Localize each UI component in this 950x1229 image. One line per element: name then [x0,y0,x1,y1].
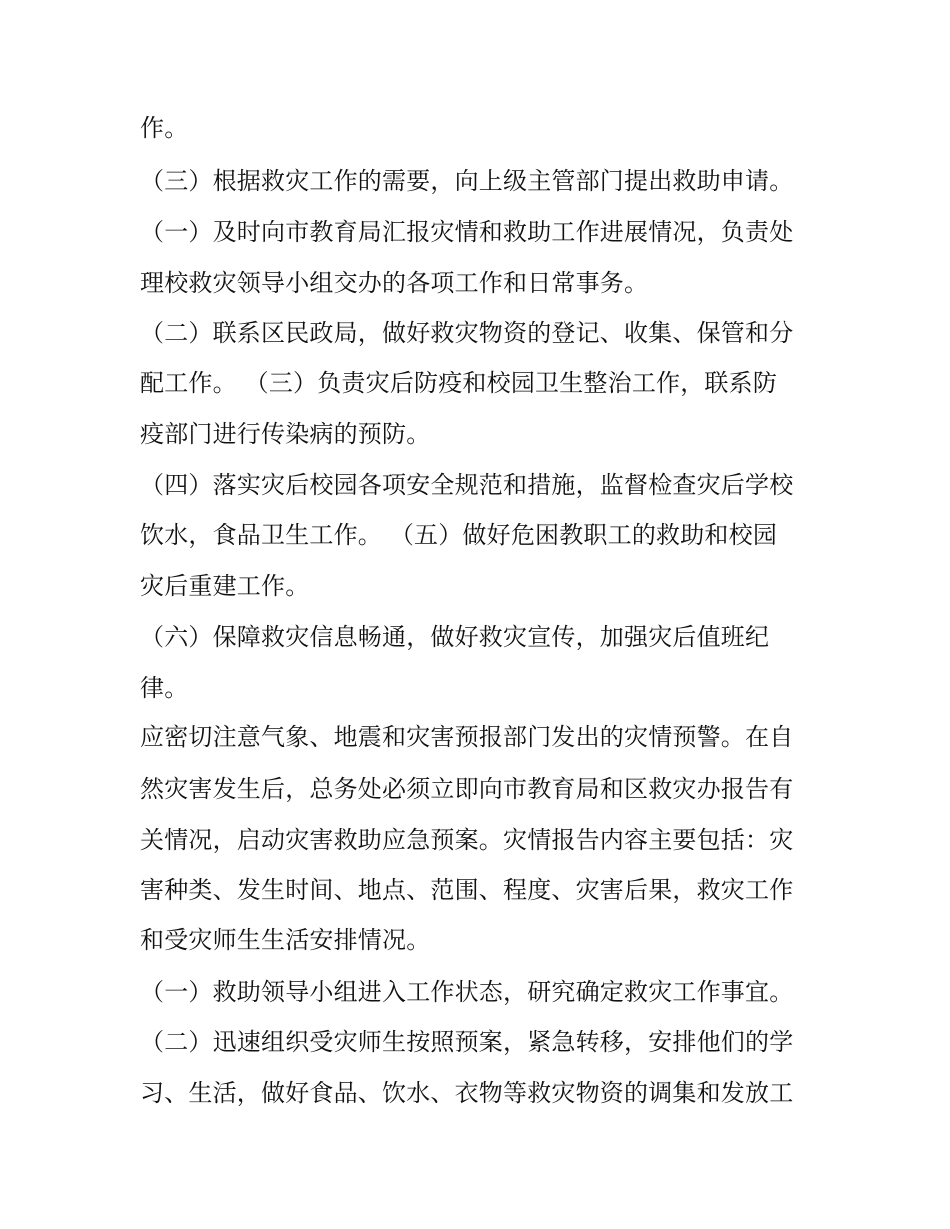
text-line: 理校救灾领导小组交办的各项工作和日常事务。 [140,269,649,297]
text-line: 律。 [140,674,189,702]
text-line: （四）落实灾后校园各项安全规范和措施，监督检查灾后学校 [140,471,794,499]
text-line: 作。 [140,114,189,142]
text-line: （六）保障救灾信息畅通，做好救灾宣传，加强灾后值班纪 [140,623,770,651]
text-line: （二）联系区民政局，做好救灾物资的登记、收集、保管和分 [140,319,794,347]
text-line: 疫部门进行传染病的预防。 [140,420,431,448]
text-line: （三）根据救灾工作的需要，向上级主管部门提出救助申请。 [140,167,794,195]
text-line: 然灾害发生后，总务处必须立即向市教育局和区救灾办报告有 [140,775,794,803]
text-line: 应密切注意气象、地震和灾害预报部门发出的灾情预警。在自 [140,723,794,751]
text-line: （一）及时向市教育局汇报灾情和救助工作进展情况，负责处 [140,218,794,246]
text-line: 关情况，启动灾害救助应急预案。灾情报告内容主要包括：灾 [140,826,794,854]
text-line: 配工作。 （三）负责灾后防疫和校园卫生整治工作，联系防 [140,369,778,397]
text-line: （一）救助领导小组进入工作状态，研究确定救灾工作事宜。 [140,978,794,1006]
text-line: 灾后重建工作。 [140,572,310,600]
text-line: 害种类、发生时间、地点、范围、程度、灾害后果，救灾工作 [140,876,794,904]
text-line: （二）迅速组织受灾师生按照预案，紧急转移，安排他们的学 [140,1028,794,1056]
text-line: 饮水，食品卫生工作。 （五）做好危困教职工的救助和校园 [140,521,778,549]
text-line: 习、生活，做好食品、饮水、衣物等救灾物资的调集和发放工 [140,1079,794,1107]
text-line: 和受灾师生生活安排情况。 [140,926,431,954]
